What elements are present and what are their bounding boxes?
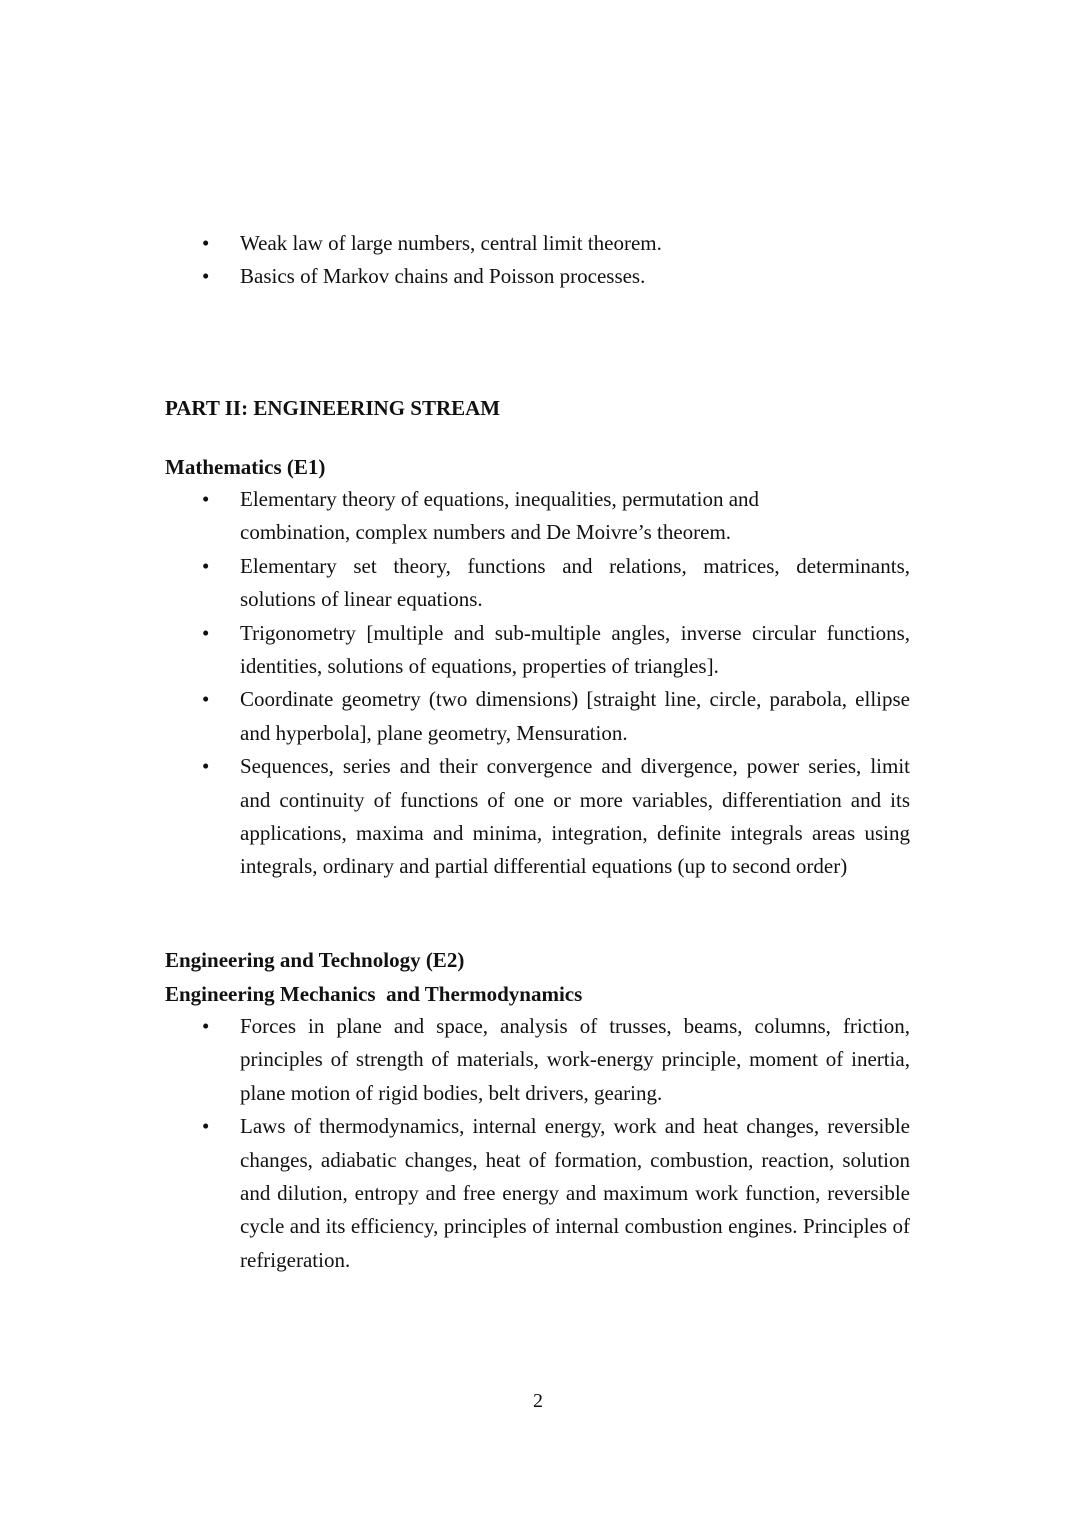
list-item: • Sequences, series and their convergence and divergence, power series, limit and continuity of functions of one or more variables, differentiation and its applications, maxima and minima, integration, definite integrals areas using integrals, ordinary and partial differential equations (up to second order) xyxy=(240,750,910,884)
list-item: • Weak law of large numbers, central limit theorem. xyxy=(240,227,910,260)
mathematics-section-title: Mathematics (E1) xyxy=(165,455,326,479)
list-item: • Basics of Markov chains and Poisson processes. xyxy=(240,260,910,293)
mathematics-bullet-list xyxy=(240,483,910,884)
list-item: • Trigonometry [multiple and sub-multiple angles, inverse circular functions, identities, solutions of equations, properties of triangles]. xyxy=(240,617,910,684)
engineering-bullet-list xyxy=(240,1010,910,1277)
list-item: • Forces in plane and space, analysis of trusses, beams, columns, friction, principles of strength of materials, work-energy principle, moment of inertia, plane motion of rigid bodies, belt drivers, gearing. xyxy=(240,1010,910,1110)
page-number: 2 xyxy=(533,1390,543,1412)
engineering-subsection-title: Engineering Mechanics and Thermodynamics xyxy=(165,982,583,1006)
intro-bullet-list xyxy=(240,227,910,294)
part-title: PART II: ENGINEERING STREAM xyxy=(165,396,501,420)
list-item: • Coordinate geometry (two dimensions) [straight line, circle, parabola, ellipse and hyperbola], plane geometry, Mensuration. xyxy=(240,683,910,750)
list-item: • Elementary theory of equations, inequalities, permutation and combination, complex numbers and De Moivre’s theorem. xyxy=(240,483,820,550)
engineering-section-title: Engineering and Technology (E2) xyxy=(165,948,465,972)
list-item: • Laws of thermodynamics, internal energy, work and heat changes, reversible changes, adiabatic changes, heat of formation, combustion, reaction, solution and dilution, entropy and free energy and maximum work function, reversible cycle and its efficiency, principles of internal combustion engines. Principles of refrigeration. xyxy=(240,1110,910,1277)
list-item: • Elementary set theory, functions and relations, matrices, determinants, solutions of linear equations. xyxy=(240,550,910,617)
